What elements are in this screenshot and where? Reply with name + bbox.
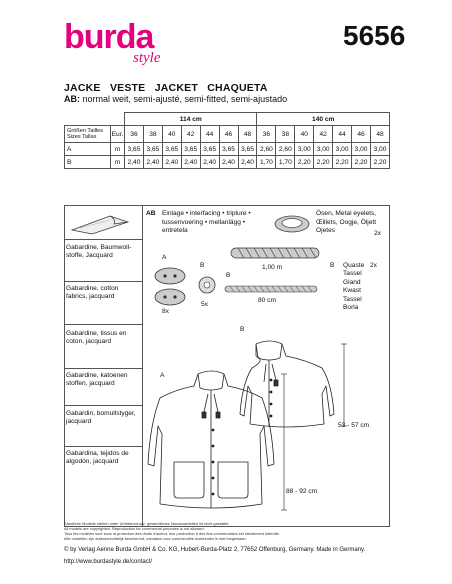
brand-logo-sub: style <box>133 50 161 66</box>
cord-thin-icon <box>224 282 318 294</box>
cord-length: 1,00 m <box>262 264 283 271</box>
yardage-cell: 2,40 <box>219 156 238 169</box>
size-header-cell: 42 <box>314 126 333 143</box>
fabric-fold-icon <box>70 212 132 236</box>
legal-line: All models are copyrighted. Reproduction for commercial purposes is not allowed. <box>64 526 205 532</box>
yardage-cell: 3,65 <box>200 143 219 156</box>
fabric-fr: Gabardine, tissus en coton, jacquard <box>66 330 127 346</box>
fabric-de: Gabardine, Baumwoll-stoffe, Jacquard <box>66 244 132 260</box>
button-count: 8x <box>162 308 169 315</box>
width-140-header: 140 cm <box>257 113 390 126</box>
size-header-cell: 48 <box>370 126 389 143</box>
size-header-cell: 42 <box>181 126 200 143</box>
size-header-cell: 48 <box>238 126 257 143</box>
size-header-cell: 36 <box>125 126 144 143</box>
unit-label: m <box>111 143 125 156</box>
yardage-cell: 2,40 <box>238 156 257 169</box>
view-a-label: A <box>160 372 165 379</box>
fabric-nl: Gabardine, katoenen stoffen, jacquard <box>66 372 128 388</box>
page-title: JACKE VESTE JACKET CHAQUETA <box>64 82 268 94</box>
yardage-cell: 3,65 <box>181 143 200 156</box>
yardage-cell: 3,00 <box>333 143 352 156</box>
tassel-count: 2x <box>370 262 377 269</box>
table-row <box>65 113 390 126</box>
table-row <box>65 143 390 156</box>
length-b: 53 - 57 cm <box>338 422 370 429</box>
table-row <box>65 126 390 143</box>
pattern-number: 5656 <box>343 20 406 51</box>
fit-description <box>64 94 287 104</box>
yardage-cell: 3,00 <box>314 143 333 156</box>
yardage-cell: 2,40 <box>162 156 181 169</box>
yardage-cell: 2,20 <box>352 156 371 169</box>
yardage-cell: 3,65 <box>238 143 257 156</box>
yardage-cell: 3,65 <box>125 143 144 156</box>
fit-prefix: AB: <box>64 94 80 104</box>
yardage-cell: 1,70 <box>276 156 295 169</box>
interfacing-text: Einlage • interfacing • triplure • tussenvoering • mellanlägg • entretela <box>162 210 251 235</box>
yardage-cell: 2,40 <box>200 156 219 169</box>
legal-line: Alle modellen zijn auteursrechtelijk beschermd, namaken voor commerciële doeleinden is niet toegestaan. <box>64 536 247 542</box>
yardage-cell: 3,00 <box>352 143 371 156</box>
button-icon <box>150 266 190 308</box>
yardage-cell: 2,20 <box>314 156 333 169</box>
size-header-cell: 40 <box>295 126 314 143</box>
yardage-cell: 2,60 <box>257 143 276 156</box>
yardage-cell: 2,20 <box>333 156 352 169</box>
legal-line: Sämtliche Modelle stehen unter Urheberschutz, gewerbliches Nachzuarbeiten ist nicht gestattet. <box>64 521 230 526</box>
eyelets-count: 2x <box>374 230 381 237</box>
width-114-header: 114 cm <box>125 113 257 126</box>
view-b-label: B <box>240 326 245 333</box>
yardage-cell: 3,00 <box>295 143 314 156</box>
yardage-cell: 2,60 <box>276 143 295 156</box>
eyelets-text: Ösen, Metal eyelets, Œillets, Oogje, Öljett Ojetes <box>316 210 377 235</box>
yardage-cell: 2,40 <box>181 156 200 169</box>
fit-text: normal weit, semi-ajusté, semi-fitted, semi-ajustado <box>82 94 288 104</box>
button-view-label: A <box>162 254 167 261</box>
size-header-cell: 38 <box>276 126 295 143</box>
tassel-view-label: B <box>330 262 335 269</box>
size-label-cell <box>65 126 111 143</box>
snap-count: 5x <box>201 301 208 308</box>
yardage-cell: 2,20 <box>295 156 314 169</box>
snap-icon <box>196 274 218 296</box>
cord-icon <box>230 244 320 262</box>
size-header-cell: 44 <box>333 126 352 143</box>
yardage-cell: 3,65 <box>143 143 162 156</box>
size-header-cell: 46 <box>352 126 371 143</box>
size-label-2: Sizes Tallas <box>67 134 97 140</box>
eur-label: Eur. <box>111 126 125 143</box>
eyelet-icon <box>272 212 312 234</box>
yardage-cell: 1,70 <box>257 156 276 169</box>
table-row <box>65 156 390 169</box>
yardage-cell: 3,65 <box>162 143 181 156</box>
size-header-cell: 40 <box>162 126 181 143</box>
brand-logo: burda <box>64 18 154 56</box>
column-divider <box>142 205 143 527</box>
yardage-cell: 3,00 <box>370 143 389 156</box>
yardage-cell: 2,40 <box>125 156 144 169</box>
legal-line: Tous les modèles sont sous la protection des droits d'auteur, leur production à des fins commerciales est strictement interdite. <box>64 531 280 537</box>
yardage-cell: 2,20 <box>370 156 389 169</box>
view-label: A <box>65 143 111 156</box>
view-label: B <box>65 156 111 169</box>
copyright-text: © by Verlag Aenne Burda GmbH & Co. KG, Hubert-Burda-Platz 2, 77652 Offenburg, Germany. Made in Germany. <box>64 547 366 553</box>
legal-notice <box>64 521 280 541</box>
contact-link[interactable]: http://www.burdastyle.de/contact/ <box>64 559 153 565</box>
cord2-view-label: B <box>226 272 231 279</box>
snap-view-label: B <box>200 262 205 269</box>
tassel-text: Quaste Tassel Gland Kwast Tassel Borla <box>343 262 365 312</box>
yardage-cell: 2,40 <box>143 156 162 169</box>
size-label-1: Größen Tailles <box>67 127 103 134</box>
unit-label: m <box>111 156 125 169</box>
fabric-es: Gabardina, tejidos de algodón, jacquard <box>66 450 129 466</box>
fabric-sv: Gabardin, bomullstyger, jacquard <box>66 410 136 426</box>
size-header-cell: 44 <box>200 126 219 143</box>
fabric-requirements-table <box>64 112 390 169</box>
fabric-en: Gabardine, cotton fabrics, jacquard <box>66 285 119 301</box>
length-a: 88 - 92 cm <box>286 488 318 495</box>
notions-view-label: AB <box>146 210 156 217</box>
size-header-cell: 38 <box>143 126 162 143</box>
cord2-length: 80 cm <box>258 297 276 304</box>
yardage-cell: 3,65 <box>219 143 238 156</box>
size-header-cell: 36 <box>257 126 276 143</box>
size-header-cell: 46 <box>219 126 238 143</box>
